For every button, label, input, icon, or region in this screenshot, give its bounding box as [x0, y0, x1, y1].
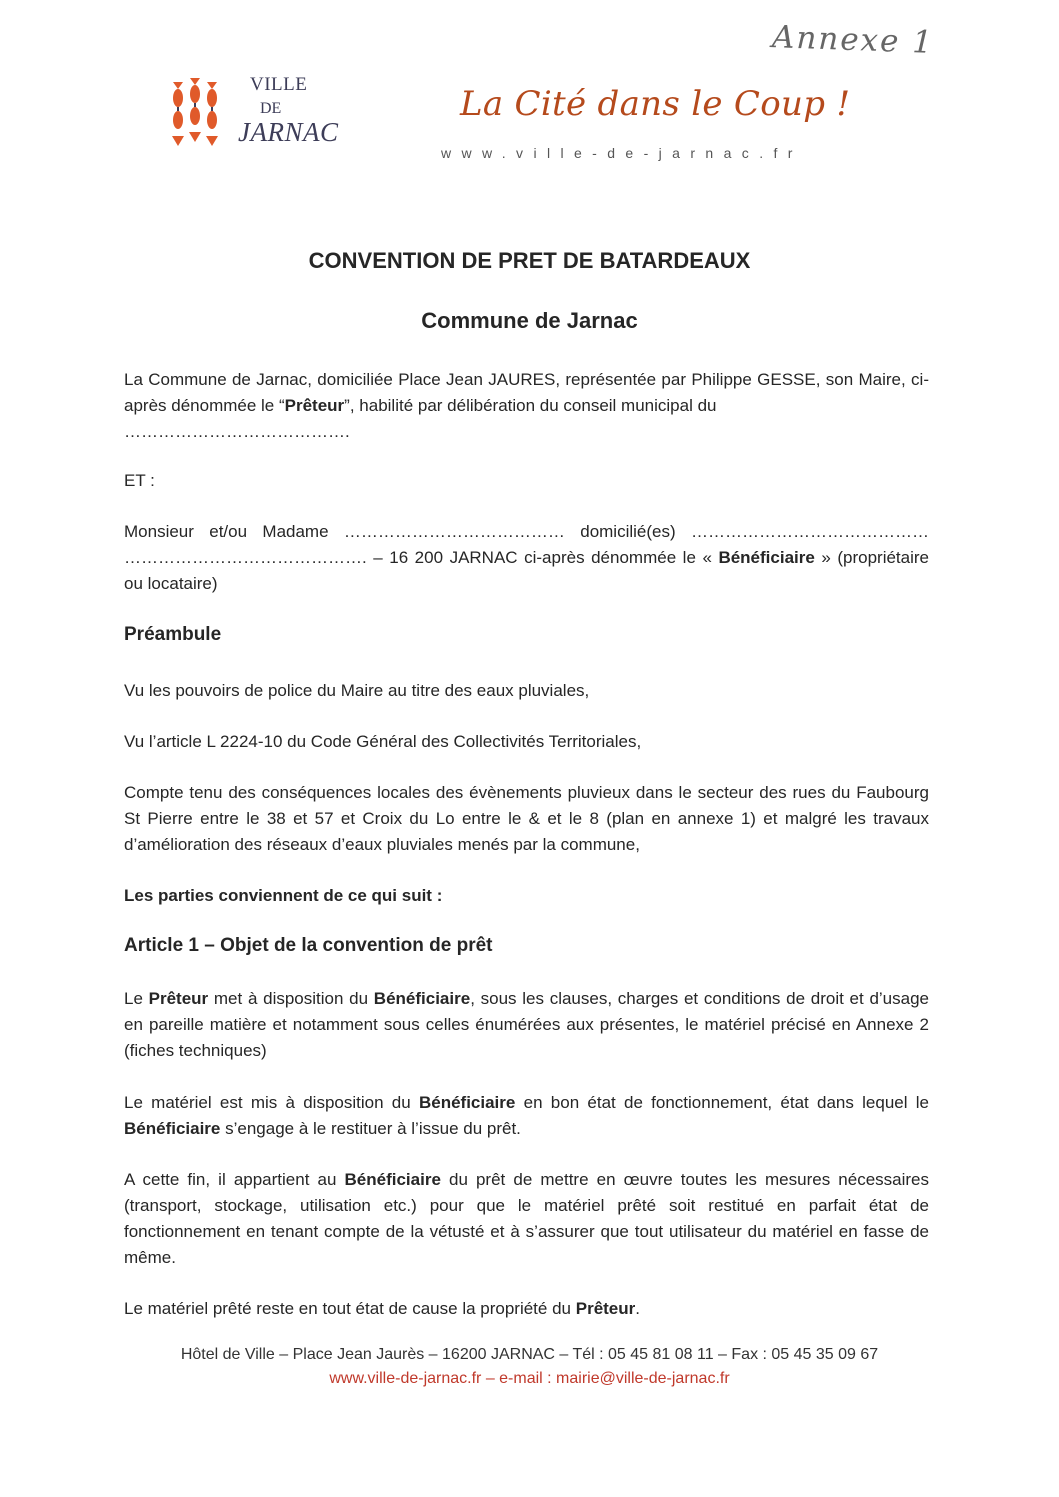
- party-text-2: » (propriétaire ou locataire): [124, 548, 929, 593]
- a1-p4-text-2: .: [635, 1299, 640, 1318]
- preambule-heading: Préambule: [124, 624, 222, 645]
- a1-p1-text-1: Le: [124, 989, 149, 1008]
- intro-preteur: Prêteur: [284, 396, 345, 415]
- article1-paragraph-4: [124, 1296, 929, 1322]
- preambule-line-1: Vu les pouvoirs de police du Maire au titre des eaux pluviales,: [124, 681, 590, 700]
- fish-logo-icon: [168, 74, 228, 166]
- et-label: ET :: [124, 471, 155, 490]
- a1-p3-text-1: A cette fin, il appartient au: [124, 1170, 345, 1189]
- party-paragraph: [124, 519, 929, 597]
- intro-text-1: La Commune de Jarnac, domiciliée Place Jean JAURES, représentée par Philippe GESSE, son Maire, ci-après dénommée le “: [124, 370, 929, 415]
- a1-p3-beneficiaire: Bénéficiaire: [344, 1170, 441, 1189]
- intro-paragraph: [124, 367, 929, 445]
- preambule-line-2: Vu l’article L 2224-10 du Code Général des Collectivités Territoriales,: [124, 732, 642, 751]
- article1-paragraph-3: [124, 1167, 929, 1271]
- a1-p2-beneficiaire: Bénéficiaire: [418, 1093, 516, 1112]
- a1-p3-text-2: du prêt de mettre en œuvre toutes les mesures nécessaires (transport, stockage, utilisation etc.) pour que le matériel prêté soit restitué en parfait état de fonctionnement en tenant compte de la vétusté et à s’assurer que tout utilisateur du matériel en fasse de même.: [124, 1170, 929, 1267]
- intro-dots: ………………………………….: [124, 422, 350, 441]
- logo-de: DE: [260, 100, 282, 117]
- a1-p4-preteur: Prêteur: [575, 1299, 636, 1318]
- a1-p1-text-3: , sous les clauses, charges et conditions de droit et d’usage en pareille matière et notamment sous celles énumérées aux présentes, le matériel précisé en Annexe 2 (fiches techniques): [124, 989, 930, 1060]
- footer-contact-link[interactable]: www.ville-de-jarnac.fr – e-mail : mairie@ville-de-jarnac.fr: [329, 1370, 730, 1387]
- a1-p2-text-3: s’engage à le restituer à l’issue du prêt.: [220, 1119, 521, 1138]
- a1-p1-preteur: Prêteur: [148, 989, 209, 1008]
- a1-p4-text-1: Le matériel prêté reste en tout état de cause la propriété du: [124, 1299, 576, 1318]
- parties-conviennent: Les parties conviennent de ce qui suit :: [124, 886, 443, 905]
- header-url-link[interactable]: www.ville-de-jarnac.fr: [441, 145, 803, 161]
- a1-p1-beneficiaire: Bénéficiaire: [373, 989, 471, 1008]
- logo-ville: VILLE: [250, 74, 308, 95]
- a1-p1-text-2: met à disposition du: [208, 989, 374, 1008]
- preambule-line-3: Compte tenu des conséquences locales des évènements pluvieux dans le secteur des rues du Faubourg St Pierre entre le 38 et 57 et Croix du Lo entre le & et le 8 (plan en annexe 1) et malgré les travaux d’amélioration des réseaux d’eaux pluviales menés par la commune,: [124, 783, 929, 854]
- jarnac-logo: [168, 74, 348, 166]
- party-beneficiaire: Bénéficiaire: [718, 548, 815, 567]
- handwritten-annotation: Annexe 1: [771, 19, 935, 61]
- a1-p2-text-2: en bon état de fonctionnement, état dans lequel le: [515, 1093, 929, 1112]
- slogan: La Cité dans le Coup !: [460, 84, 851, 124]
- intro-text-2: ”, habilité par délibération du conseil municipal du: [344, 396, 717, 415]
- footer-address: Hôtel de Ville – Place Jean Jaurès – 16200 JARNAC – Tél : 05 45 81 08 11 – Fax : 05 45 35 09 67: [180, 1346, 879, 1363]
- document-subtitle: Commune de Jarnac: [421, 308, 638, 333]
- article1-paragraph-2: [124, 1090, 929, 1142]
- party-text-1: Monsieur et/ou Madame ………………………………… domicilié(es) …………………………………… ……………………………………. – 16 200 JARNAC ci-après dénommée le «: [124, 522, 929, 567]
- article1-paragraph-1: [124, 986, 929, 1064]
- a1-p2-beneficiaire-2: Bénéficiaire: [124, 1119, 221, 1138]
- a1-p2-text-1: Le matériel est mis à disposition du: [124, 1093, 419, 1112]
- article1-heading: Article 1 – Objet de la convention de prêt: [124, 935, 493, 956]
- document-title: CONVENTION DE PRET DE BATARDEAUX: [308, 248, 751, 273]
- logo-jarnac: JARNAC: [238, 117, 339, 147]
